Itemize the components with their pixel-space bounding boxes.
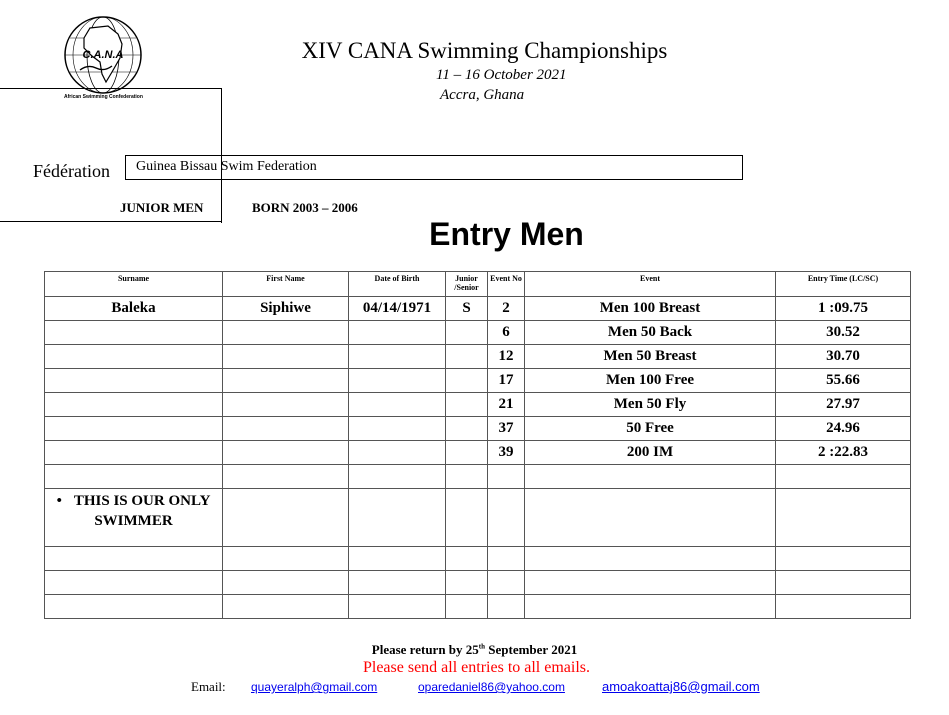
org-name: African Swimming Confederation: [64, 94, 143, 100]
table-row-empty: [45, 465, 911, 489]
table-row-empty: [45, 595, 911, 619]
cell-surname: [45, 345, 223, 369]
cell-first-name: [223, 417, 349, 441]
cell-event-no: 17: [488, 369, 525, 393]
cell-surname: Baleka: [45, 297, 223, 321]
cell-entry-time: 55.66: [776, 369, 911, 393]
cell-event: Men 50 Breast: [525, 345, 776, 369]
column-header-dob: Date of Birth: [349, 272, 446, 297]
table-row: [45, 441, 911, 465]
cell-dob: [349, 321, 446, 345]
entries-table: [44, 271, 911, 619]
cell-event-no: 21: [488, 393, 525, 417]
return-prefix: Please return by 25: [371, 642, 479, 657]
cell-event: Men 50 Back: [525, 321, 776, 345]
cell-first-name: [223, 345, 349, 369]
logo-text: C.A.N.A: [82, 49, 124, 61]
cell-event-no: 2: [488, 297, 525, 321]
cell-event: 200 IM: [525, 441, 776, 465]
return-sup: th: [478, 642, 486, 651]
event-location: Accra, Ghana: [440, 87, 525, 103]
federation-field[interactable]: [125, 155, 743, 180]
cell-event: Men 100 Breast: [525, 297, 776, 321]
note-label: THIS IS OUR ONLY SWIMMER: [73, 493, 211, 529]
email-link-2[interactable]: oparedaniel86@yahoo.com: [418, 680, 565, 694]
federation-label: Fédération: [33, 161, 110, 181]
cell-junior-senior: [446, 369, 488, 393]
cell-entry-time: 1 :09.75: [776, 297, 911, 321]
table-row-note: [45, 489, 911, 547]
entry-heading: Entry Men: [429, 216, 584, 252]
note-cell: [45, 489, 223, 547]
cell-entry-time: 2 :22.83: [776, 441, 911, 465]
table-row-empty: [45, 547, 911, 571]
cell-junior-senior: S: [446, 297, 488, 321]
cell-event-no: 12: [488, 345, 525, 369]
return-deadline: [0, 642, 949, 658]
send-note: Please send all entries to all emails.: [362, 659, 591, 676]
column-header-entry-time: Entry Time (LC/SC): [776, 272, 911, 297]
table-row: [45, 345, 911, 369]
table-row-empty: [45, 571, 911, 595]
cell-dob: [349, 393, 446, 417]
category-label: JUNIOR MEN: [120, 200, 204, 215]
cell-junior-senior: [446, 345, 488, 369]
cell-event-no: 39: [488, 441, 525, 465]
cell-event-no: 37: [488, 417, 525, 441]
cell-first-name: [223, 369, 349, 393]
bullet-icon: •: [56, 493, 62, 509]
cell-event: Men 100 Free: [525, 369, 776, 393]
cell-entry-time: 27.97: [776, 393, 911, 417]
cell-surname: [45, 321, 223, 345]
table-row: [45, 297, 911, 321]
frame-line-top: [0, 88, 222, 89]
note-text: [45, 489, 222, 531]
page-title: XIV CANA Swimming Championships: [301, 38, 668, 63]
cell-dob: [349, 369, 446, 393]
cell-first-name: [223, 393, 349, 417]
table-row: [45, 393, 911, 417]
column-header-event: Event: [525, 272, 776, 297]
table-row: [45, 417, 911, 441]
cell-event: 50 Free: [525, 417, 776, 441]
born-range: BORN 2003 – 2006: [252, 200, 358, 215]
email-link-3[interactable]: amoakoattaj86@gmail.com: [602, 679, 760, 694]
cell-entry-time: 30.52: [776, 321, 911, 345]
table-header-row: [45, 272, 911, 297]
cell-entry-time: 24.96: [776, 417, 911, 441]
column-header-junior-senior: Junior /Senior: [446, 272, 488, 297]
cell-surname: [45, 417, 223, 441]
cell-junior-senior: [446, 393, 488, 417]
column-header-surname: Surname: [45, 272, 223, 297]
cell-junior-senior: [446, 441, 488, 465]
column-header-event-no: Event No: [488, 272, 525, 297]
email-label: Email:: [191, 679, 226, 694]
cell-dob: [349, 417, 446, 441]
cell-surname: [45, 369, 223, 393]
cell-first-name: [223, 321, 349, 345]
email-link-1[interactable]: quayeralph@gmail.com: [251, 680, 378, 694]
table-row: [45, 369, 911, 393]
event-dates: 11 – 16 October 2021: [436, 67, 567, 83]
cell-first-name: Siphiwe: [223, 297, 349, 321]
cell-junior-senior: [446, 321, 488, 345]
cell-entry-time: 30.70: [776, 345, 911, 369]
cell-event: Men 50 Fly: [525, 393, 776, 417]
cell-surname: [45, 393, 223, 417]
federation-value: Guinea Bissau Swim Federation: [136, 159, 317, 174]
cell-junior-senior: [446, 417, 488, 441]
cell-dob: [349, 345, 446, 369]
cell-dob: 04/14/1971: [349, 297, 446, 321]
table-row: [45, 321, 911, 345]
cell-surname: [45, 441, 223, 465]
cell-event-no: 6: [488, 321, 525, 345]
cell-first-name: [223, 441, 349, 465]
column-header-first-name: First Name: [223, 272, 349, 297]
cell-dob: [349, 441, 446, 465]
return-suffix: September 2021: [485, 642, 578, 657]
